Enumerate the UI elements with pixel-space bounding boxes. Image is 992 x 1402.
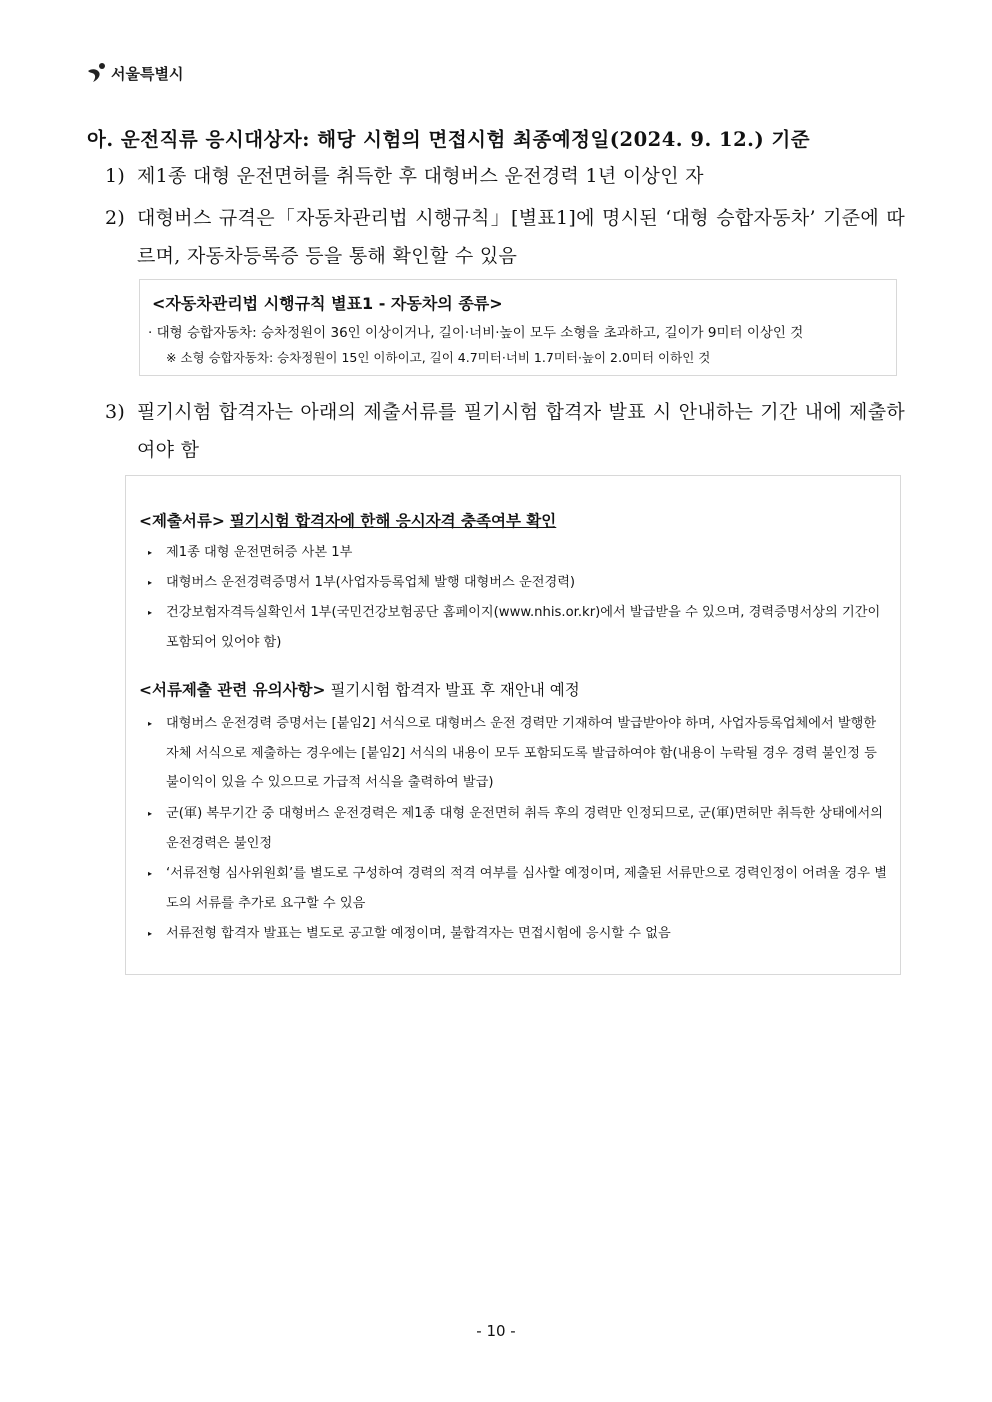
page-number: - 10 - [476,1322,516,1340]
item-text: 대형버스 규격은「자동차관리법 시행규칙」[별표1]에 명시된 ‘대형 승합자동차’ 기준에 따르며, 자동차등록증 등을 통해 확인할 수 있음 [137,207,905,267]
notes-heading-text: 필기시험 합격자 발표 후 재안내 예정 [330,681,580,699]
notes-heading [139,678,580,700]
bullet-marker-icon: ▸ [148,548,153,557]
list-item [148,568,890,598]
regulation-box [139,279,897,376]
item-number: 1) [105,165,126,187]
documents-heading [139,509,556,531]
list-item-text: 제1종 대형 운전면허증 사본 1부 [166,545,353,560]
bullet-marker-icon: ▸ [148,869,153,878]
logo-text: 서울특별시 [111,64,184,83]
item-text: 제1종 대형 운전면허를 취득한 후 대형버스 운전경력 1년 이상인 자 [137,165,704,187]
list-item [148,919,890,949]
box-note: ※ 소형 승합자동차: 승차정원이 15인 이하이고, 길이 4.7미터·너비 1.7미터·높이 2.0미터 이하인 것 [166,350,711,365]
section-title: 아. 운전직류 응시대상자: 해당 시험의 면접시험 최종예정일(2024. 9. 12.) 기준 [87,128,811,151]
documents-heading-text: 필기시험 합격자에 한해 응시자격 충족여부 확인 [229,512,557,530]
list-item [148,598,890,657]
list-item-text: 대형버스 운전경력 증명서는 [붙임2] 서식으로 대형버스 운전 경력만 기재하여 발급받아야 하며, 사업자등록업체에서 발행한 자체 서식으로 제출하는 경우에는 [붙임2] 서식의 내용이 모두 포함되도록 발급하여야 함(내용이 누락될 경우 경력 불인정 등 불이익이 있을 수 있으므로 가급적 서식을 출력하여 발급) [166,716,877,790]
box-line: · 대형 승합자동차: 승차정원이 36인 이상이거나, 길이·너비·높이 모두 소형을 초과하고, 길이가 9미터 이상인 것 [148,325,804,341]
item-text: 필기시험 합격자는 아래의 제출서류를 필기시험 합격자 발표 시 안내하는 기간 내에 제출하여야 함 [137,401,905,461]
seoul-logo [86,62,183,84]
list-item-text: ‘서류전형 심사위원회’를 별도로 구성하여 경력의 적격 여부를 심사할 예정이며, 제출된 서류만으로 경력인정이 어려울 경우 별도의 서류를 추가로 요구할 수 있음 [166,866,887,911]
list-item [148,538,890,568]
list-item [148,709,890,798]
bullet-marker-icon: ▸ [148,929,153,938]
list-item [148,859,890,918]
bullet-marker-icon: ▸ [148,578,153,587]
seoul-emblem-icon [86,62,108,84]
list-item-text: 건강보험자격득실확인서 1부(국민건강보험공단 홈페이지(www.nhis.or.kr)에서 발급받을 수 있으며, 경력증명서상의 기간이 포함되어 있어야 함) [166,605,881,650]
item-number: 3) [105,401,126,423]
bullet-marker-icon: ▸ [148,719,153,728]
documents-heading-label: <제출서류> [139,512,225,530]
list-item-text: 서류전형 합격자 발표는 별도로 공고할 예정이며, 불합격자는 면접시험에 응시할 수 없음 [166,926,671,941]
list-item-text: 군(軍) 복무기간 중 대형버스 운전경력은 제1종 대형 운전면허 취득 후의 경력만 인정되므로, 군(軍)면허만 취득한 상태에서의 운전경력은 불인정 [166,806,883,851]
list-item [105,199,905,275]
list-item [105,393,905,469]
box-heading: <자동차관리법 시행규칙 별표1 - 자동차의 종류> [152,294,503,313]
list-item-text: 대형버스 운전경력증명서 1부(사업자등록업체 발행 대형버스 운전경력) [166,575,576,590]
documents-box [125,475,901,975]
bullet-marker-icon: ▸ [148,608,153,617]
notes-heading-label: <서류제출 관련 유의사항> [139,681,326,699]
list-item [105,157,905,195]
bullet-marker-icon: ▸ [148,809,153,818]
list-item [148,799,890,858]
item-number: 2) [105,207,126,229]
